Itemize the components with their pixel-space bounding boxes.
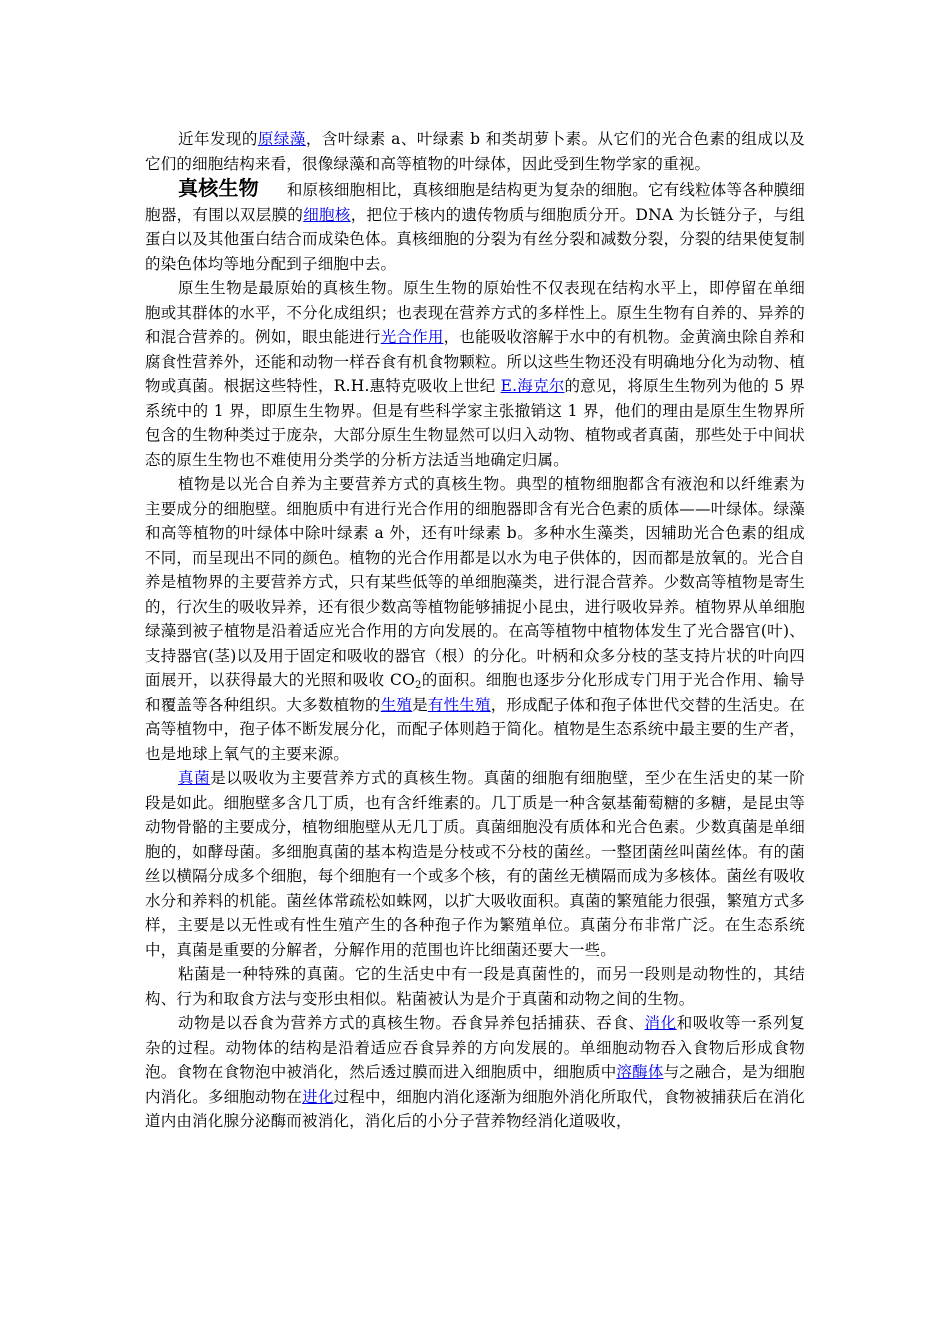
link-evolution[interactable]: 进化 — [302, 1087, 334, 1106]
paragraph-eukaryotes — [145, 176, 805, 276]
link-photosynthesis[interactable]: 光合作用 — [380, 328, 444, 346]
text: 的意见，将原生生物列为他的 5 界系统中的 1 界，即原生生物界。但是有些科学家主张撤销这 1 界，他们的理由是原生生物界所包含的生物种类过于庞杂，大部分原生生物显然可以归入动物、植物或者真菌，那些处于中间状态的原生生物也不难使用分类学的分析方法适当地确定归属。 — [145, 377, 805, 469]
section-heading-eukaryotes: 真核生物 — [178, 176, 259, 200]
text: ，也能吸收溶解于水中的有机物。金黄滴虫除自养和腐食性营养外，还能和动物一样吞食有机食物颗粒。所以这些生物还没有明确地分化为动物、植物或真菌。根据这些特性，R.H.惠特克吸收上世纪 — [145, 328, 805, 395]
link-digestion[interactable]: 消化 — [644, 1014, 677, 1032]
text: 和原核细胞相比，真核细胞是结构更为复杂的细胞。它有线粒体等各种膜细胞器，有围以双层膜的 — [145, 181, 805, 224]
text: 与之融合，是为细胞内消化。多细胞动物在 — [145, 1063, 805, 1106]
link-sexual-reproduction[interactable]: 有性生殖 — [427, 695, 491, 714]
link-prochloron[interactable]: 原绿藻 — [257, 130, 306, 148]
text: 近年发现的 — [178, 130, 258, 148]
subscript-2: 2 — [415, 680, 422, 691]
paragraph-slime-molds — [145, 962, 805, 1011]
paragraph-animals — [145, 1011, 805, 1134]
text: 是以吸收为主要营养方式的真核生物。真菌的细胞有细胞壁，至少在生活史的某一阶段是如此。细胞壁多含几丁质，也有含纤维素的。几丁质是一种含氨基葡萄糖的多糖，是昆虫等动物骨骼的主要成分，植物细胞壁从无几丁质。真菌细胞没有质体和光合色素。少数真菌是单细胞的，如酵母菌。多细胞真菌的基本构造是分枝或不分枝的菌丝。一整团菌丝叫菌丝体。有的菌丝以横隔分成多个细胞，每个细胞有一个或多个核，有的菌丝无横隔而成为多核体。菌丝有吸收水分和养料的机能。菌丝体常疏松如蛛网，以扩大吸收面积。真菌的繁殖能力很强，繁殖方式多样，主要是以无性或有性生殖产生的各种孢子作为繁殖单位。真菌分布非常广泛。在生态系统中，真菌是重要的分解者，分解作用的范围也许比细菌还要大一些。 — [145, 769, 806, 959]
link-fungi[interactable]: 真菌 — [178, 769, 211, 787]
paragraph-prochloron — [145, 127, 805, 176]
document-body — [145, 127, 805, 1134]
link-nucleus[interactable]: 细胞核 — [303, 205, 351, 224]
text: ，把位于核内的遗传物质与细胞质分开。DNA 为长链分子，与组蛋白以及其他蛋白结合而成染色体。真核细胞的分裂为有丝分裂和减数分裂，分裂的结果使复制的染色体均等地分配到子细胞中去。 — [145, 205, 805, 273]
text: 和吸收等一系列复杂的过程。动物体的结构是沿着适应吞食异养的方向发展的。单细胞动物吞入食物后形成食物泡。食物在食物泡中被消化，然后透过膜而进入细胞质中，细胞质中 — [145, 1014, 805, 1081]
link-reproduction[interactable]: 生殖 — [380, 695, 413, 714]
text: 原生生物是最原始的真核生物。原生生物的原始性不仅表现在结构水平上，即停留在单细胞或其群体的水平，不分化成组织；也表现在营养方式的多样性上。原生生物有自养的、异养的和混合营养的。例如，眼虫能进行 — [145, 279, 805, 346]
text: 植物是以光合自养为主要营养方式的真核生物。典型的植物细胞都含有液泡和以纤维素为主要成分的细胞壁。细胞质中有进行光合作用的细胞器即含有光合色素的质体——叶绿体。绿藻和高等植物的叶绿体中除叶绿素 a 外，还有叶绿素 b。多种水生藻类，因辅助光合色素的组成不同，而呈现出不同的颜色。植物的光合作用都是以水为电子供体的，因而都是放氧的。光合自养是植物界的主要营养方式，只有某些低等的单细胞藻类，进行混合营养。少数高等植物是寄生的，行次生的吸收异养，还有很少数高等植物能够捕捉小昆虫，进行吸收异养。植物界从单细胞绿藻到被子植物是沿着适应光合作用的方向发展的。在高等植物中植物体发生了光合器官(叶)、支持器官(茎)以及用于固定和吸收的器官（根）的分化。叶柄和众多分枝的茎支持片状的叶向四面展开，以获得最大的光照和吸收 CO — [145, 475, 805, 689]
paragraph-fungi — [145, 766, 805, 962]
link-lysosome[interactable]: 溶酶体 — [616, 1063, 664, 1081]
link-haeckel[interactable]: E.海克尔 — [500, 377, 565, 395]
paragraph-protists — [145, 276, 805, 472]
text: 是 — [412, 695, 428, 714]
paragraph-plants — [145, 472, 805, 766]
text: ，含叶绿素 a、叶绿素 b 和类胡萝卜素。从它们的光合色素的组成以及它们的细胞结构来看，很像绿藻和高等植物的叶绿体，因此受到生物学家的重视。 — [145, 130, 805, 173]
text: ，形成配子体和孢子体世代交替的生活史。在高等植物中，孢子体不断发展分化，而配子体则趋于简化。植物是生态系统中最主要的生产者，也是地球上氧气的主要来源。 — [145, 695, 805, 763]
text: 的面积。细胞也逐步分化形成专门用于光合作用、输导和覆盖等各种组织。大多数植物的 — [145, 671, 805, 714]
text: 过程中，细胞内消化逐渐为细胞外消化所取代，食物被捕获后在消化道内由消化腺分泌酶而被消化，消化后的小分子营养物经消化道吸收， — [145, 1087, 805, 1130]
text: 动物是以吞食为营养方式的真核生物。吞食异养包括捕获、吞食、 — [178, 1014, 645, 1032]
text: 粘菌是一种特殊的真菌。它的生活史中有一段是真菌性的，而另一段则是动物性的，其结构、行为和取食方法与变形虫相似。粘菌被认为是介于真菌和动物之间的生物。 — [145, 965, 805, 1008]
